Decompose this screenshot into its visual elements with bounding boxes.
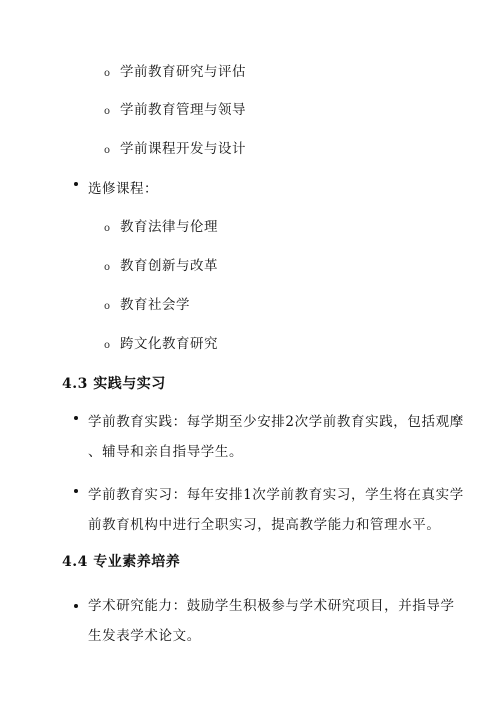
list-item-label: 选修课程： [88,181,158,197]
sub-list-item-text: 学前教育管理与领导 [120,102,246,118]
sub-list-item [104,137,246,157]
paragraph-line: 学术研究能力：鼓励学生积极参与学术研究项目，并指导学 [88,598,455,614]
bullet-dot-icon [74,489,78,493]
paragraph-line: 、辅导和亲自指导学生。 [88,444,244,460]
sub-list-item [104,254,218,274]
circle-bullet-icon: o [104,145,111,156]
circle-bullet-icon: o [104,262,111,273]
sub-list-item [104,215,218,235]
circle-bullet-icon: o [104,223,111,234]
sub-list-item-text: 教育创新与改革 [120,258,218,274]
sub-list-item-text: 学前教育研究与评估 [120,64,246,80]
paragraph-line: 前教育机构中进行全职实习，提高教学能力和管理水平。 [88,517,441,533]
paragraph-line: 生发表学术论文。 [88,628,201,644]
circle-bullet-icon: o [104,301,111,312]
bullet-dot-icon [74,604,78,608]
paragraph-line: 学前教育实习：每年安排1次学前教育实习，学生将在真实学 [88,487,464,503]
sub-list-item [104,98,246,118]
sub-list-item-text: 学前课程开发与设计 [120,141,246,157]
sub-list-item [104,332,218,352]
sub-list-item-text: 教育法律与伦理 [120,219,218,235]
sub-list-item [104,293,190,313]
paragraph-line: 学前教育实践：每学期至少安排2次学前教育实践，包括观摩 [88,414,464,430]
circle-bullet-icon: o [104,68,111,79]
sub-list-item-text: 教育社会学 [120,297,190,313]
section-heading-4-3: 4.3 实践与实习 [62,376,166,392]
circle-bullet-icon: o [104,340,111,351]
sub-list-item [104,60,246,80]
circle-bullet-icon: o [104,106,111,117]
bullet-dot-icon [74,416,78,420]
sub-list-item-text: 跨文化教育研究 [120,336,218,352]
section-heading-4-4: 4.4 专业素养培养 [62,554,181,570]
bullet-dot-icon [74,182,78,186]
